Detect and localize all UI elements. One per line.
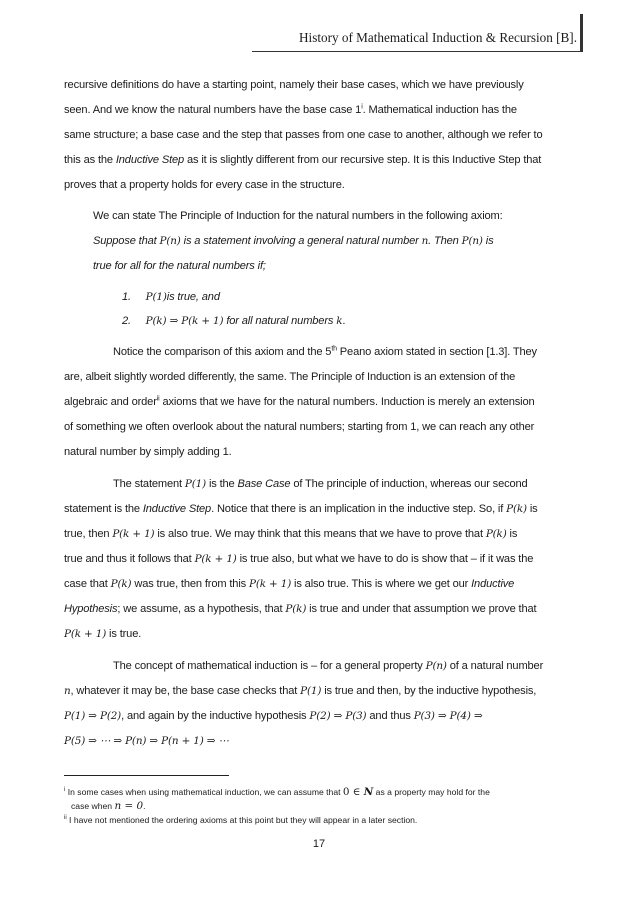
- paragraph-line: true and thus it follows that P(k + 1) is true also, but what we have to do is show that – if it was the: [64, 553, 534, 565]
- axiom-intro: We can state The Principle of Induction for the natural numbers in the following axiom:: [93, 210, 503, 222]
- paragraph-line: are, albeit slightly worded differently, the same. The Principle of Induction is an extension of the: [64, 371, 516, 383]
- footnote-ref: i: [361, 103, 363, 111]
- paragraph-line: n, whatever it may be, the base case checks that P(1) is true and then, by the inductive hypothesis,: [64, 685, 537, 697]
- paragraph-line: of something we often overlook about the natural numbers; starting from 1, we can reach any other: [64, 421, 535, 433]
- header-rule: [252, 51, 583, 52]
- running-header: History of Mathematical Induction & Recursion [B].: [299, 30, 577, 45]
- footnote-1-cont: case when n = 0.: [71, 800, 146, 812]
- paragraph-line: recursive definitions do have a starting point, namely their base cases, which we have previously: [64, 79, 524, 91]
- axiom-condition-1: 1. P(1)is true, and: [122, 291, 220, 303]
- paragraph-line: Hypothesis; we assume, as a hypothesis, that P(k) is true and under that assumption we prove that: [64, 603, 537, 615]
- paragraph-line: The statement P(1) is the Base Case of The principle of induction, whereas our second: [113, 478, 528, 490]
- axiom-statement: Suppose that P(n) is a statement involving a general natural number n. Then P(n) is: [93, 235, 494, 247]
- footnote-rule: [64, 775, 229, 776]
- paragraph-line: case that P(k) was true, then from this P(k + 1) is also true. This is where we get our Inductive: [64, 578, 515, 590]
- axiom-condition-2: 2. P(k) ⇒ P(k + 1) for all natural numbers k.: [122, 315, 346, 327]
- paragraph-line: The concept of mathematical induction is – for a general property P(n) of a natural number: [113, 660, 544, 672]
- paragraph-line: Notice the comparison of this axiom and the 5th Peano axiom stated in section [1.3]. They: [113, 345, 537, 358]
- footnote-1: $^i$ In some cases when using mathematical induction, we can assume that 0 ∈ N as a property may hold for the: [64, 786, 490, 798]
- paragraph-line: this as the Inductive Step as it is slightly different from our recursive step. It is this Inductive Step that: [64, 154, 542, 166]
- paragraph-line: proves that a property holds for every case in the structure.: [64, 179, 345, 191]
- paragraph-line: P(1) ⇒ P(2), and again by the inductive hypothesis P(2) ⇒ P(3) and thus P(3) ⇒ P(4) ⇒: [64, 710, 483, 722]
- header-accent-bar: [580, 14, 583, 52]
- paragraph-line: same structure; a base case and the step that passes from one case to another, although we refer to: [64, 129, 543, 141]
- paragraph-line: true, then P(k + 1) is also true. We may think that this means that we have to prove that P(k) is: [64, 528, 518, 540]
- paragraph-line: P(5) ⇒ ⋯ ⇒ P(n) ⇒ P(n + 1) ⇒ ⋯: [64, 735, 229, 747]
- paragraph-line: natural number by simply adding 1.: [64, 446, 232, 458]
- paragraph-line: statement is the Inductive Step. Notice that there is an implication in the inductive step. So, if P(k) is: [64, 503, 538, 515]
- axiom-statement: true for all for the natural numbers if;: [93, 260, 266, 272]
- paragraph-line: P(k + 1) is true.: [64, 628, 142, 640]
- page-number: 17: [312, 838, 326, 850]
- footnote-ref: ii: [156, 395, 160, 403]
- footnote-2: $^{ii}$ I have not mentioned the ordering axioms at this point but they will appear in a later section.: [64, 815, 418, 825]
- paragraph-line: algebraic and order$^{ii}$ axioms that we have for the natural numbers. Induction is merely an extension: [64, 395, 535, 408]
- paragraph-line: seen. And we know the natural numbers have the base case 1$^i$. Mathematical induction has the: [64, 103, 517, 116]
